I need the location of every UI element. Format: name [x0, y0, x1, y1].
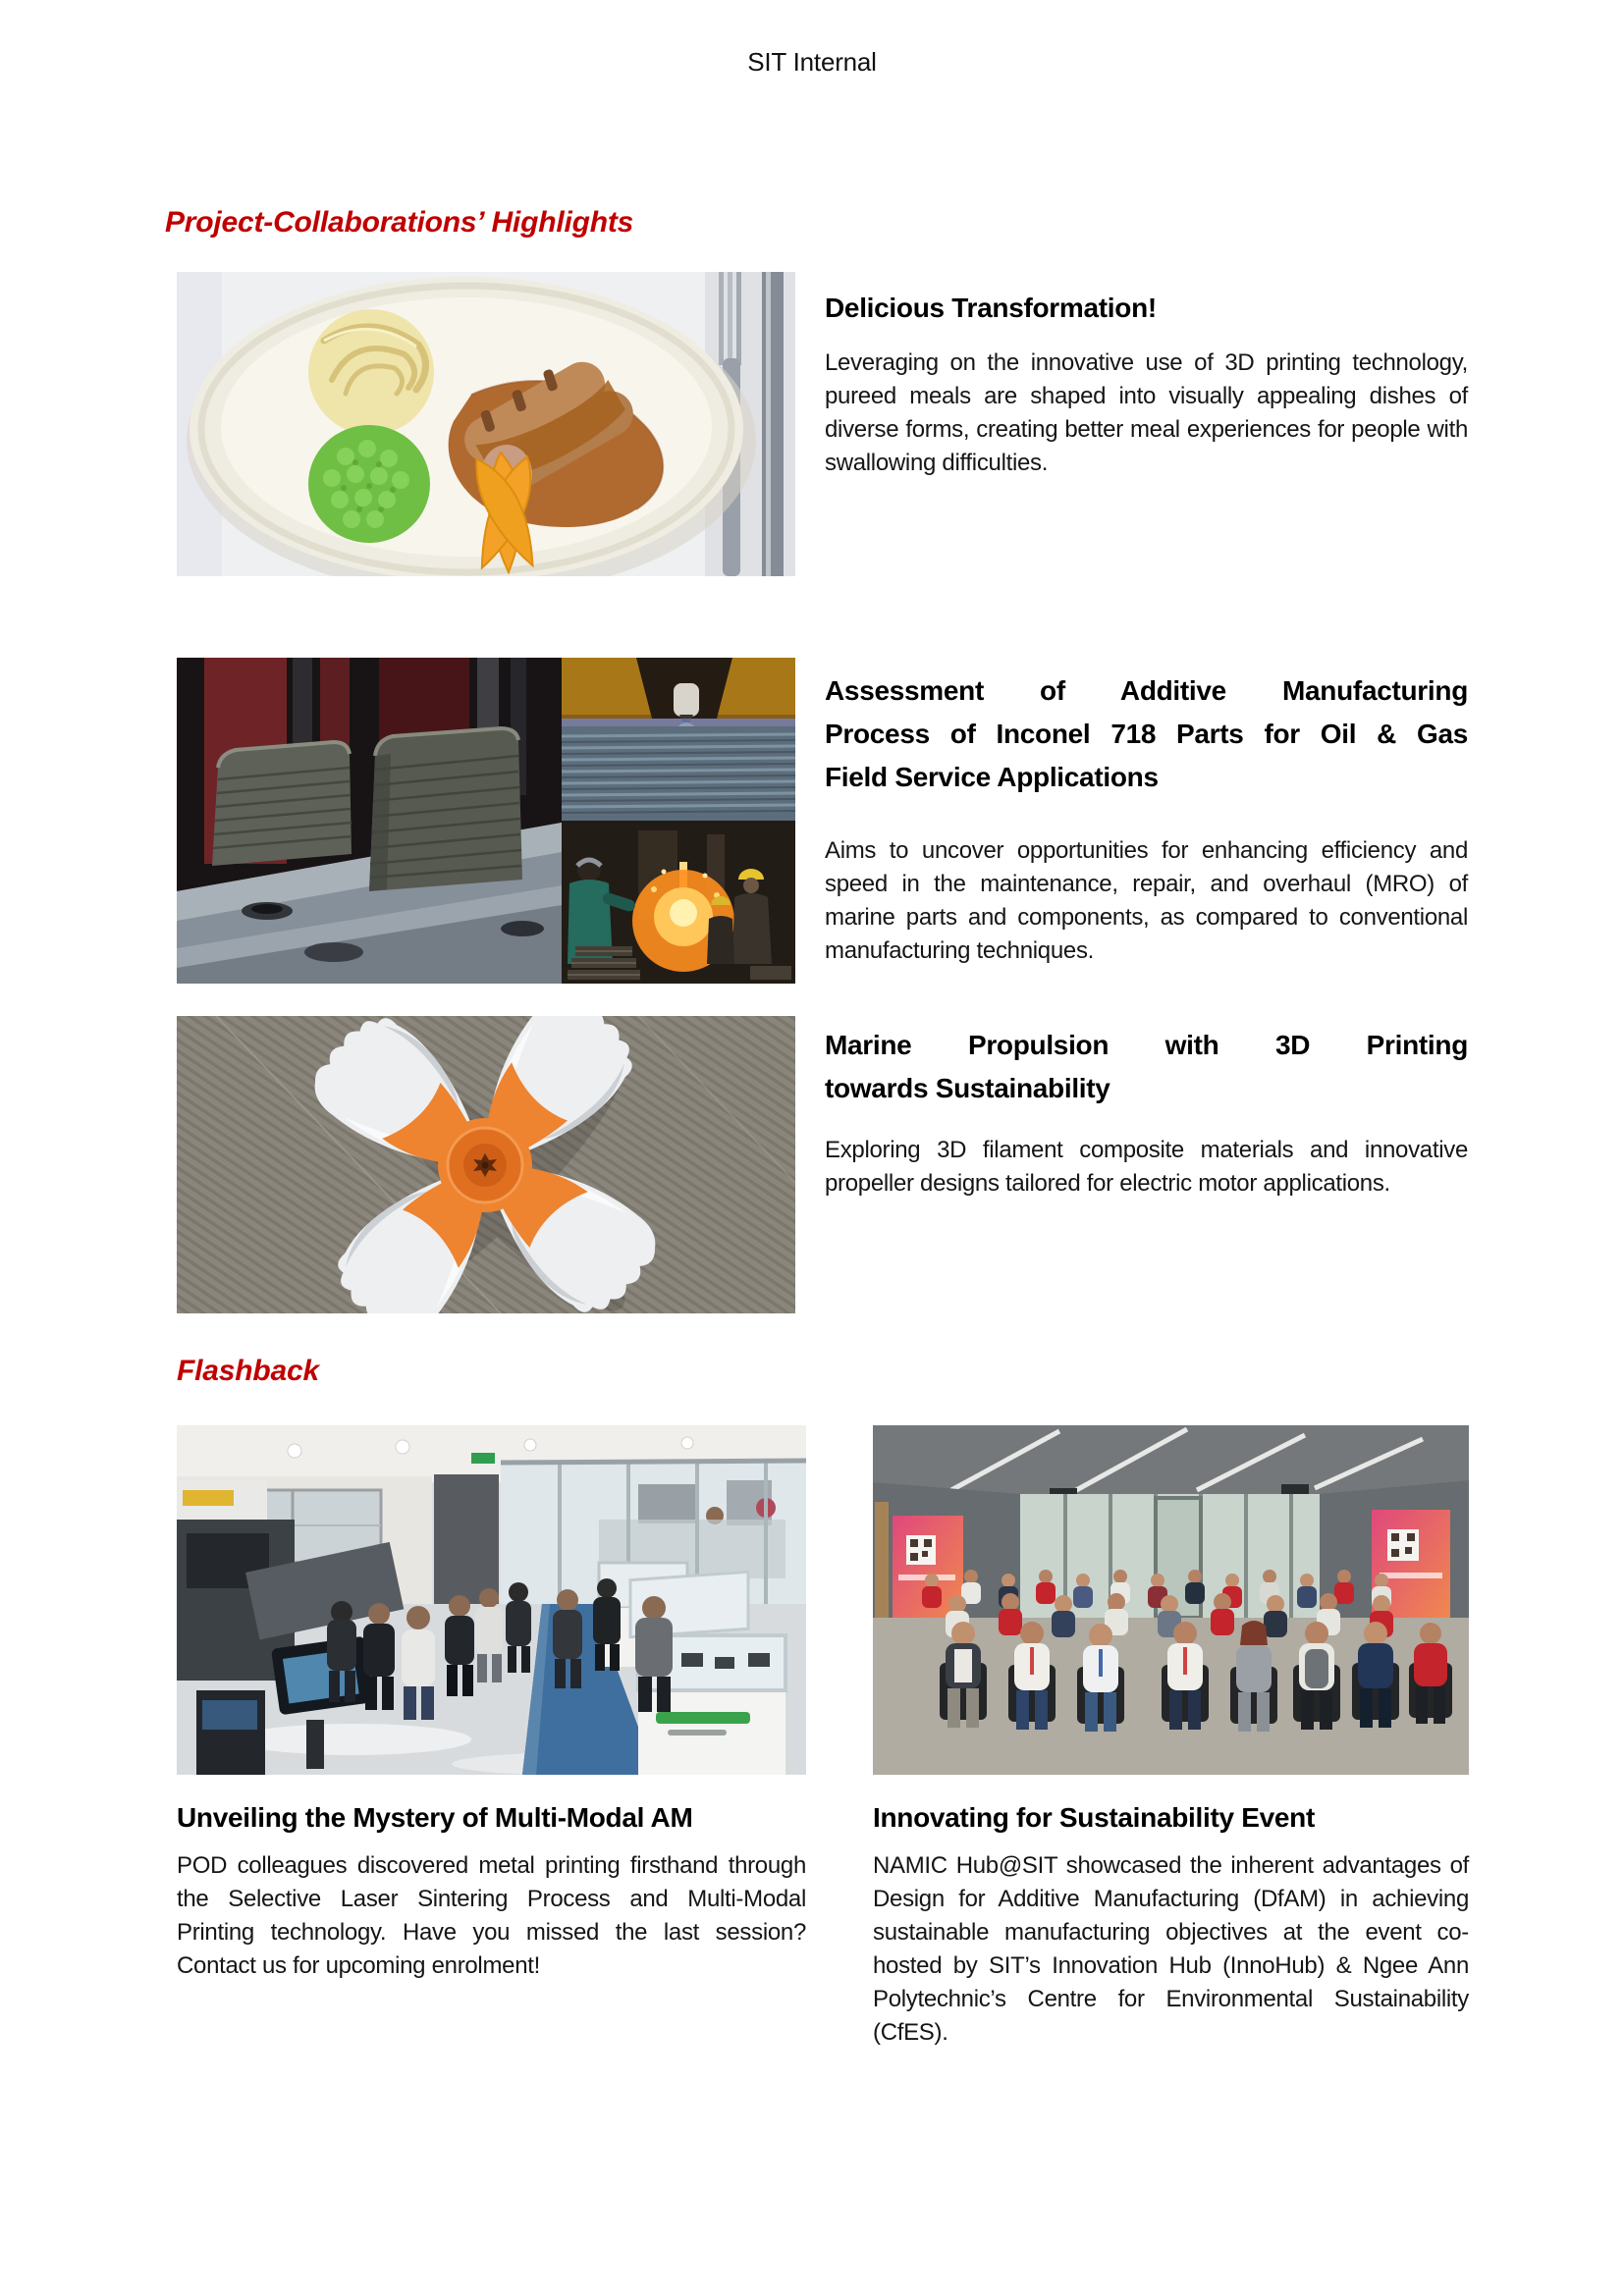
document-classification-header: SIT Internal	[747, 47, 877, 77]
potato-swirl	[308, 309, 434, 435]
layered-metal-block-left	[212, 742, 352, 866]
title-line: Marine Propulsion with 3D Printing	[825, 1030, 1468, 1060]
article-body-innovating-sustainability: NAMIC Hub@SIT showcased the inherent advantages of Design for Additive Manufacturing (DfAM) in achieving sustainable manufacturing objectives at the event co-hosted by SIT’s Innovation Hub (InnoHub) & Ngee Ann Polytechnic’s Centre for Environmental Sustainability (CfES).	[873, 1852, 1469, 2046]
pea-puree-dome	[308, 425, 430, 543]
propeller-hub	[438, 1118, 532, 1212]
title-line: Assessment of Additive Manufacturing	[825, 675, 1468, 706]
seminar-audience-photo	[873, 1425, 1469, 1775]
article-title-marine-propulsion	[825, 1024, 1468, 1110]
plate-of-3d-printed-pureed-food-illustration	[177, 272, 795, 576]
section-heading-highlights: Project-Collaborations’ Highlights	[165, 206, 634, 239]
article-title-multi-modal-am: Unveiling the Mystery of Multi-Modal AM	[177, 1802, 693, 1833]
foundry-panel	[562, 821, 795, 984]
printed-blocks-panel	[177, 658, 562, 984]
title-line: Process of Inconel 718 Parts for Oil & Gas	[825, 719, 1468, 749]
article-body-marine-propulsion: Exploring 3D filament composite materials and innovative propeller designs tailored for electric motor applications.	[825, 1137, 1468, 1197]
lab-tour-illustration	[177, 1425, 806, 1775]
additive-manufacturing-photo	[177, 658, 795, 984]
title-line: Field Service Applications	[825, 762, 1159, 792]
wire-arc-printing-panel	[562, 658, 795, 821]
article-title-innovating-sustainability: Innovating for Sustainability Event	[873, 1802, 1315, 1833]
title-line: Delicious Transformation!	[825, 293, 1157, 323]
layered-metal-block-right	[369, 728, 522, 891]
article-body-multi-modal-am: POD colleagues discovered metal printing firsthand through the Selective Laser Sintering Process and Multi-Modal Printing technology. Have you missed the last session? Contact us for upcoming enrolment!	[177, 1852, 806, 1979]
lab-tour-photo	[177, 1425, 806, 1775]
title-line: towards Sustainability	[825, 1073, 1110, 1103]
additive-manufacturing-collage-illustration	[177, 658, 795, 984]
article-body-delicious-transformation: Leveraging on the innovative use of 3D printing technology, pureed meals are shaped into visually appealing dishes of diverse forms, creating better meal experiences for people with swallowing difficulties.	[825, 349, 1468, 476]
article-body-inconel-assessment: Aims to uncover opportunities for enhancing efficiency and speed in the maintenance, repair, and overhaul (MRO) of marine parts and components, as compared to conventional manufacturing techniques.	[825, 837, 1468, 964]
section-heading-flashback: Flashback	[177, 1355, 319, 1387]
food-plate-photo	[177, 272, 795, 576]
article-title-delicious-transformation	[825, 287, 1468, 330]
3d-printed-propeller-illustration	[177, 1016, 795, 1313]
article-title-inconel-assessment	[825, 669, 1468, 799]
propeller-photo	[177, 1016, 795, 1313]
seminar-audience-illustration	[873, 1425, 1469, 1775]
